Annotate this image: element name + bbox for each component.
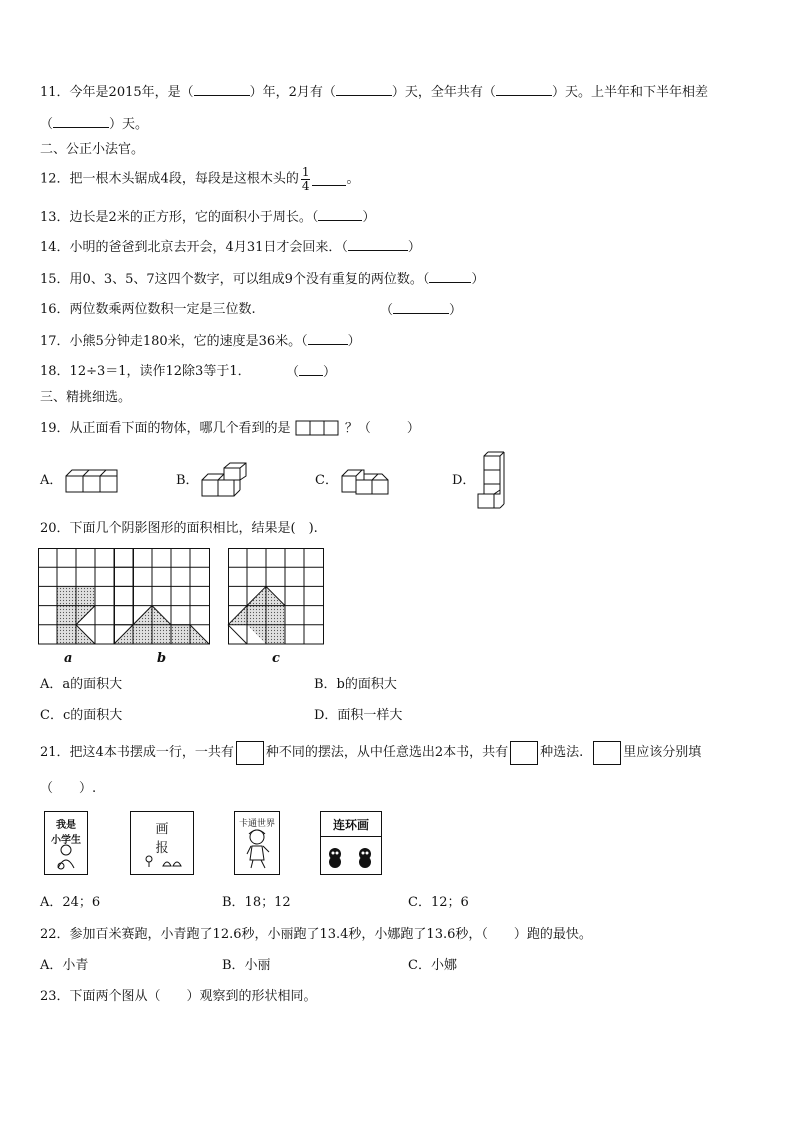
option-20-c[interactable]: C．c的面积大 bbox=[40, 708, 123, 723]
option-21-c[interactable]: C．12；6 bbox=[408, 895, 469, 910]
question-18: 18．12÷3＝1，读作12除3等于1． bbox=[40, 364, 251, 379]
figure-label-c: c bbox=[272, 651, 280, 666]
book-3: 卡通世界 bbox=[234, 811, 280, 875]
option-20-a[interactable]: A．a的面积大 bbox=[40, 677, 123, 692]
student-icon bbox=[55, 844, 77, 870]
answer-box[interactable] bbox=[236, 741, 264, 765]
option-22-c[interactable]: C．小娜 bbox=[408, 958, 457, 973]
section-heading-2: 二、公正小法官。 bbox=[40, 142, 145, 157]
question-20: 20．下面几个阴影图形的面积相比，结果是( ). bbox=[40, 521, 318, 536]
cube-figure-d-icon bbox=[474, 450, 508, 512]
three-squares-icon bbox=[295, 420, 341, 436]
answer-blank[interactable] bbox=[496, 83, 552, 96]
option-21-b[interactable]: B．18；12 bbox=[222, 895, 291, 910]
answer-blank[interactable] bbox=[318, 208, 362, 221]
question-15: 15．用0、3、5、7这四个数字，可以组成9个没有重复的两位数。（ ） bbox=[40, 272, 485, 287]
girl-icon bbox=[241, 828, 273, 870]
question-11: 11．今年是2015年，是（ ）年，2月有（ ）天，全年共有（ ）天。上半年和下半年相差 bbox=[40, 85, 708, 100]
cube-figure-b-icon bbox=[198, 462, 254, 498]
answer-blank[interactable] bbox=[53, 115, 109, 128]
question-16-blank: （ ） bbox=[380, 303, 463, 318]
option-19-b[interactable]: B． bbox=[176, 473, 199, 488]
answer-box[interactable] bbox=[593, 741, 621, 765]
question-19: 19．从正面看下面的物体，哪几个看到的是 ？（ ） bbox=[40, 421, 420, 436]
answer-blank[interactable] bbox=[393, 301, 449, 314]
answer-blank[interactable] bbox=[429, 270, 471, 283]
option-19-c[interactable]: C． bbox=[315, 473, 338, 488]
question-14: 14．小明的爸爸到北京去开会，4月31日才会回来．（ ） bbox=[40, 240, 421, 255]
cube-figure-c-icon bbox=[338, 466, 394, 496]
option-22-a[interactable]: A．小青 bbox=[40, 958, 89, 973]
book-4: 连环画 bbox=[320, 811, 382, 875]
option-20-b[interactable]: B．b的面积大 bbox=[314, 677, 397, 692]
option-22-b[interactable]: B．小丽 bbox=[222, 958, 271, 973]
answer-blank[interactable] bbox=[336, 83, 392, 96]
question-16: 16．两位数乘两位数积一定是三位数. bbox=[40, 302, 256, 317]
question-21-cont: （ ）. bbox=[40, 781, 97, 796]
cube-figure-a-icon bbox=[62, 466, 122, 494]
answer-blank[interactable] bbox=[299, 363, 323, 376]
question-12: 12．把一根木头锯成4段，每段是这根木头的 $\frac{1}{4}$ 。 bbox=[40, 165, 360, 193]
question-23: 23．下面两个图从（ ）观察到的形状相同。 bbox=[40, 989, 317, 1004]
answer-blank[interactable] bbox=[194, 83, 250, 96]
question-18-blank: （ ） bbox=[286, 365, 337, 380]
answer-blank[interactable] bbox=[348, 238, 408, 251]
answer-box[interactable] bbox=[510, 741, 538, 765]
section-heading-3: 三、精挑细选。 bbox=[40, 390, 132, 405]
question-21: 21．把这4本书摆成一行，一共有 种不同的摆法，从中任意选出2本书，共有 种选法. 里应该分别填 bbox=[40, 740, 701, 766]
grid-figure-c bbox=[228, 548, 328, 646]
question-13: 13．边长是2米的正方形，它的面积小于周长。（ ） bbox=[40, 210, 376, 225]
option-21-a[interactable]: A．24；6 bbox=[40, 895, 101, 910]
option-19-a[interactable]: A． bbox=[40, 473, 63, 488]
option-19-d[interactable]: D． bbox=[452, 473, 476, 488]
figure-label-a: a bbox=[64, 651, 73, 666]
grid-figure-b bbox=[114, 548, 214, 646]
answer-blank[interactable] bbox=[308, 332, 348, 345]
book-2: 画 报 bbox=[130, 811, 194, 875]
question-11-cont: （ ）天。 bbox=[40, 117, 149, 132]
answer-blank[interactable] bbox=[312, 173, 346, 186]
question-17: 17．小熊5分钟走180米，它的速度是36米。（ ） bbox=[40, 334, 361, 349]
flower-icon bbox=[143, 854, 183, 868]
book-1: 我是 小学生 bbox=[44, 811, 88, 875]
question-22: 22．参加百米赛跑，小青跑了12.6秒，小丽跑了13.4秒，小娜跑了13.6秒，（ ）跑的最快。 bbox=[40, 927, 592, 942]
panda-icon bbox=[325, 846, 377, 868]
figure-label-b: b bbox=[157, 651, 167, 666]
fraction: $\frac{1}{4}$ bbox=[301, 165, 310, 193]
option-20-d[interactable]: D．面积一样大 bbox=[314, 708, 403, 723]
